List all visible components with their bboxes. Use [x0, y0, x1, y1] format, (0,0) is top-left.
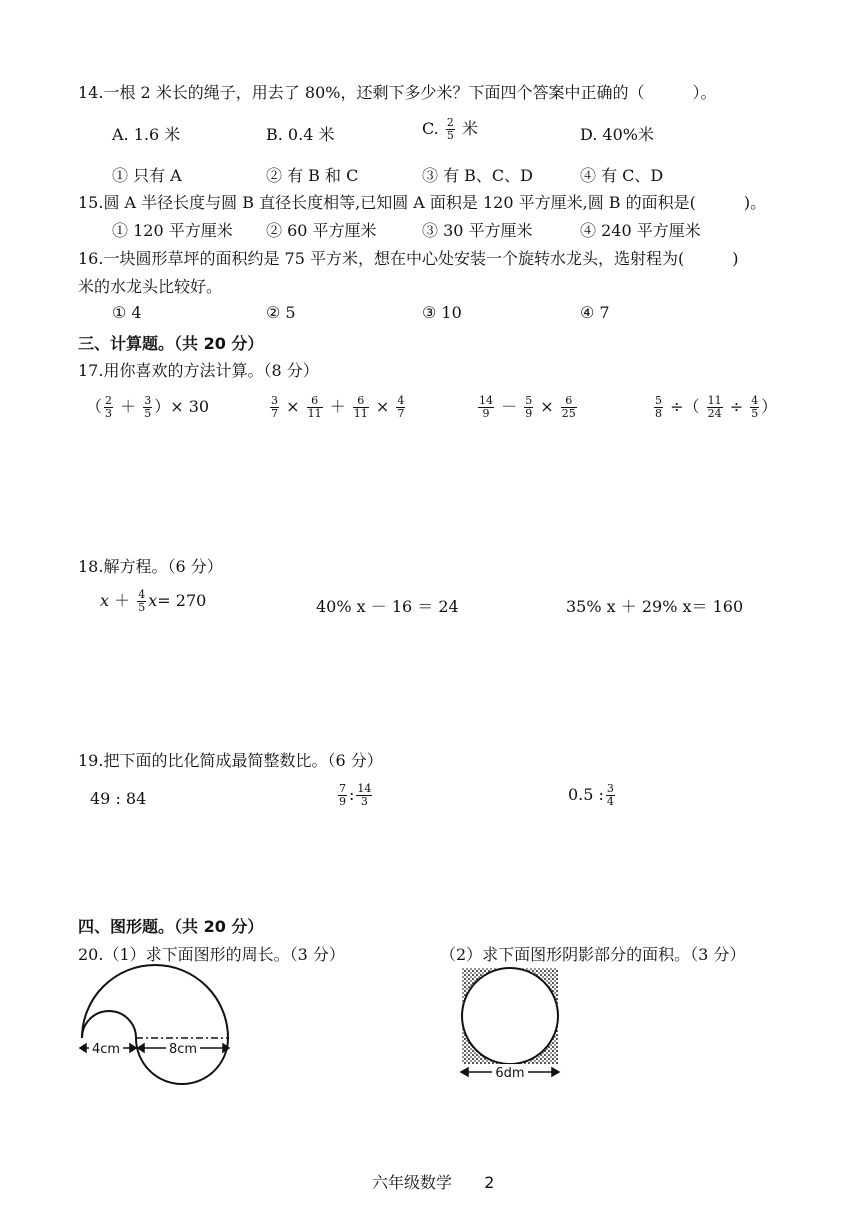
q19-ratio-1: 49 : 84 [90, 789, 147, 808]
expression-rest: ）× 30 [154, 397, 210, 416]
numerator: 5 [525, 394, 533, 407]
figure-1-perimeter [72, 962, 252, 1088]
operator: ÷（ [670, 397, 700, 416]
denominator: 5 [751, 407, 759, 420]
q20-part2-title: （2）求下面图形阴影部分的面积。（3 分） [440, 945, 746, 964]
q17-expression-1 [86, 394, 209, 420]
q14-answer-4: ④ 有 C、D [580, 166, 664, 185]
fraction [270, 395, 279, 420]
denominator: 5 [144, 407, 152, 420]
fraction [524, 395, 533, 420]
q18-equation-3: 35% x ＋ 29% x＝ 160 [566, 597, 744, 616]
page-number: 2 [484, 1173, 495, 1192]
q17-expression-2 [268, 394, 407, 420]
numerator: 14 [357, 782, 372, 795]
q18-equation-1 [100, 588, 206, 614]
q17-expression-3 [476, 394, 579, 420]
fraction [143, 395, 152, 420]
numerator: 2 [105, 394, 113, 407]
q14-option-b: B. 0.4 米 [266, 125, 335, 144]
paren-open: （ [86, 397, 103, 416]
numerator: 6 [353, 395, 369, 408]
fraction [338, 783, 347, 808]
numerator: 4 [138, 588, 146, 601]
numerator: 6 [307, 395, 323, 408]
variable: x [100, 591, 110, 610]
fraction [307, 395, 323, 420]
arrow-left-icon [461, 1068, 468, 1076]
operator: ÷ [729, 397, 744, 416]
denominator: 5 [446, 129, 454, 142]
q16-answer-2: ② 5 [266, 303, 296, 322]
fraction [561, 395, 577, 420]
paren-close: ） [761, 397, 778, 416]
q14-option-d: D. 40%米 [580, 125, 654, 144]
numerator: 4 [397, 394, 405, 407]
q15-stem: 15.圆 A 半径长度与圆 B 直径长度相等,已知圆 A 面积是 120 平方厘米,圆 B 的面积是( )。 [78, 193, 767, 212]
arrow-left-icon [80, 1044, 86, 1052]
operator: ＋ [114, 591, 131, 610]
figure-2-shaded-area [452, 962, 572, 1082]
operator: ＋ [329, 397, 346, 416]
numerator: 3 [271, 394, 278, 407]
denominator: 24 [707, 407, 722, 420]
q14-option-a: A. 1.6 米 [112, 125, 181, 144]
fraction [750, 395, 759, 420]
q16-stem-line2: 米的水龙头比较好。 [78, 277, 223, 296]
operator: － [501, 397, 518, 416]
denominator: 7 [271, 407, 278, 420]
numerator: 3 [606, 782, 614, 795]
section-4-heading: 四、图形题。（共 20 分） [78, 917, 264, 936]
denominator: 25 [561, 407, 576, 420]
small-semicircle-arc [82, 1011, 136, 1038]
arrow-right-icon [130, 1044, 136, 1052]
label-6dm: 6dm [495, 1066, 525, 1081]
q14-option-c-prefix: C. [422, 119, 439, 138]
denominator: 3 [360, 795, 368, 808]
denominator: 5 [138, 601, 146, 614]
variable: x [148, 591, 158, 610]
operator: × [286, 397, 300, 416]
operator: ＋ [120, 397, 137, 416]
numerator: 5 [655, 394, 662, 407]
denominator: 11 [307, 407, 322, 420]
numerator: 7 [339, 782, 346, 795]
footer [372, 1170, 494, 1193]
q17-expression-4 [652, 394, 777, 420]
footer-subject: 六年级数学 [372, 1173, 453, 1192]
numerator: 3 [144, 394, 152, 407]
fraction [104, 395, 113, 420]
fraction [137, 589, 146, 614]
fraction [446, 117, 455, 142]
denominator: 9 [525, 407, 533, 420]
q19-ratio-3 [568, 783, 617, 808]
q14-answer-1: ① 只有 A [112, 166, 182, 185]
numerator: 14 [479, 394, 493, 407]
q15-answer-2: ② 60 平方厘米 [266, 221, 377, 240]
q15-answer-3: ③ 30 平方厘米 [422, 221, 533, 240]
large-semicircle-arc [82, 965, 228, 1038]
colon: : [349, 785, 355, 804]
q16-answer-1: ① 4 [112, 303, 142, 322]
q17-title: 17.用你喜欢的方法计算。（8 分） [78, 361, 319, 380]
denominator: 9 [339, 795, 346, 808]
q20-part1-title: 20.（1）求下面图形的周长。（3 分） [78, 945, 345, 964]
q16-answer-4: ④ 7 [580, 303, 610, 322]
q16-stem-line1: 16.一块圆形草坪的面积约是 75 平方米，想在中心处安装一个旋转水龙头，选射程为( ) [78, 249, 739, 268]
denominator: 4 [606, 795, 614, 808]
numerator: 2 [446, 116, 454, 129]
q14-option-c-suffix: 米 [461, 119, 478, 138]
fraction [707, 395, 723, 420]
denominator: 8 [655, 407, 662, 420]
denominator: 3 [105, 407, 113, 420]
operator: × [375, 397, 390, 416]
q16-answer-3: ③ 10 [422, 303, 462, 322]
fraction [353, 395, 369, 420]
fraction [396, 395, 405, 420]
numerator: 4 [751, 394, 759, 407]
q14-answer-2: ② 有 B 和 C [266, 166, 359, 185]
label-4cm: 4cm [91, 1042, 121, 1057]
fraction [606, 783, 615, 808]
q19-title: 19.把下面的比化简成最简整数比。（6 分） [78, 751, 383, 770]
q18-equation-2: 40% x － 16 ＝ 24 [316, 597, 459, 616]
q14-option-c [422, 116, 478, 142]
numerator: 11 [707, 394, 722, 407]
arrow-right-icon [552, 1068, 559, 1076]
fraction [654, 395, 663, 420]
label-8cm: 8cm [168, 1042, 198, 1057]
denominator: 9 [482, 407, 490, 420]
operator: × [540, 397, 554, 416]
section-3-heading: 三、计算题。（共 20 分） [78, 334, 264, 353]
fraction [478, 395, 494, 420]
q15-answer-4: ④ 240 平方厘米 [580, 221, 701, 240]
numerator: 6 [561, 395, 577, 408]
inscribed-circle [462, 968, 558, 1064]
q19-ratio-2 [336, 783, 374, 808]
equation-rest: = 270 [157, 591, 207, 610]
q14-stem: 14.一根 2 米长的绳子，用去了 80%，还剩下多少米？下面四个答案中正确的（ ）。 [78, 83, 717, 102]
denominator: 11 [353, 407, 368, 420]
ratio-lead: 0.5 : [568, 785, 604, 804]
arrow-left-icon [138, 1044, 144, 1052]
fraction [356, 783, 372, 808]
denominator: 7 [397, 407, 405, 420]
q14-answer-3: ③ 有 B、C、D [422, 166, 534, 185]
q15-answer-1: ① 120 平方厘米 [112, 221, 233, 240]
q18-title: 18.解方程。（6 分） [78, 557, 223, 576]
